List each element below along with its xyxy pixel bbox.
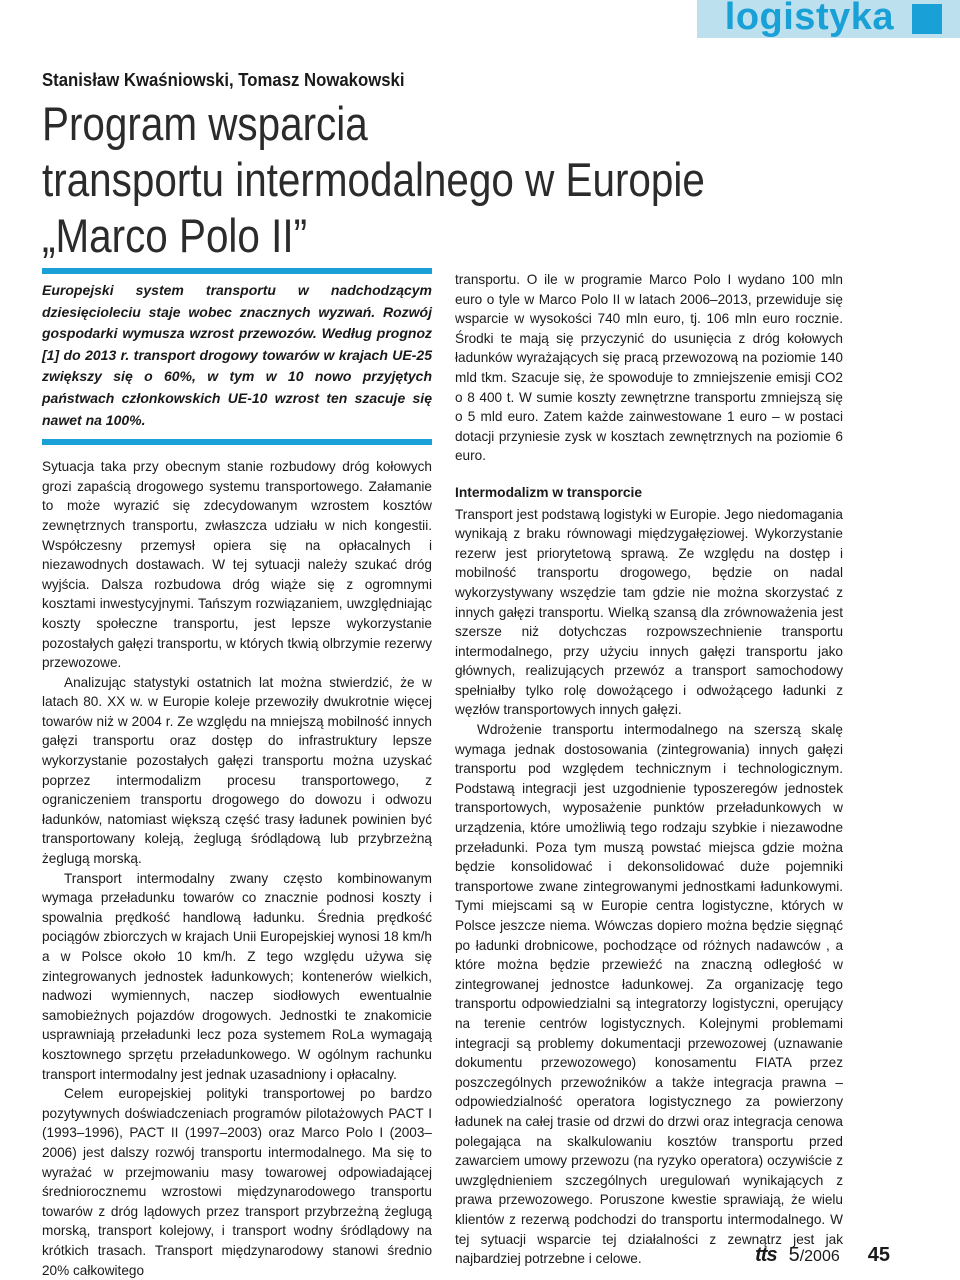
lead-bottom-bar <box>42 439 432 445</box>
section-label: logistyka <box>724 0 894 38</box>
page-footer <box>755 1244 890 1267</box>
lead-top-bar <box>42 268 432 274</box>
paragraph: Sytuacja taka przy obecnym stanie rozbudowy dróg kołowych grozi zapaścią drogowego systemu transportowego. Załamanie to może wyrazić się zdecydowanym wzrostem kosztów zewnętrznych transportu, zwłaszcza udziału w nich kongestii. Współczesny przemysł opiera się na opłacalnych i niezawodnych dostawach. W tej sytuacji należy szukać dróg wyjścia. Dalsza rozbudowa dróg wiąże się z ogromnymi kosztami inwestycyjnymi. Tańszym rozwiązaniem, uwzględniając koszty społeczne transportu, jest lepsze wykorzystanie pozostałych gałęzi transportu, w których tkwią olbrzymie rezerwy przewozowe. <box>42 459 432 671</box>
page-number: 45 <box>867 1244 890 1266</box>
paragraph: Transport jest podstawą logistyki w Europie. Jego niedomagania wynikają z braku równowagi międzygałęziowej. Wykorzystanie rezerw jest priorytetową sprawą. Ze względu na dostęp i mobilność transportu drogowego, będzie on nadal wykorzystywany wszędzie tam gdzie nie można skorzystać z innych gałęzi transportu. Wielką szansą dla zrównoważenia jest szersze niż dotychczas rozpowszechnienie transportu intermodalnego, przy użyciu innych gałęzi transportu jako głównych, realizujących przewóz a transport samochodowy spełniałby tylko rolę dowożącego i odwożącego ładunki z węzłów transportowych innych gałęzi. <box>455 506 843 718</box>
left-column <box>42 268 432 1280</box>
article-authors: Stanisław Kwaśniowski, Tomasz Nowakowski <box>42 70 405 90</box>
paragraph: Transport intermodalny zwany często kombinowanym wymaga przeładunku towarów co znacznie podnosi koszty i spowalnia prędkość handlową ładunku. Średnia prędkość pociągów zbiorczych w krajach Unii Europejskiej wynosi 18 km/h a w Polsce około 10 km/h. Z tego względu używa się zintegrowanych jednostek ładunkowych; kontenerów wielkich, nadwozi wymiennych, naczep siodłowych ewentualnie samobieżnych pojazdów drogowych. Jednostki te znakomicie usprawniają przeładunki lecz poza systemem RoLa wymagają kosztownego sprzętu przeładunkowego. W ogólnym rachunku transport intermodalny jest jednak uzasadniony i opłacalny. <box>42 870 432 1082</box>
section-tab <box>697 0 960 38</box>
article-title <box>42 96 842 264</box>
issue-year: /2006 <box>799 1248 840 1265</box>
paragraph: Celem europejskiej polityki transportowej po bardzo pozytywnych doświadczeniach programów pilotażowych PACT I (1993–1996), PACT II (1997–2003) oraz Marco Polo I (2003–2006) jest dalszy rozwój transportu intermodalnego. Ma się to wyrażać w przejmowaniu masy towarowej odpowiadającej średniorocznemu wzrostowi międzynarodowego transportu towarów z dróg lądowych przez transport przybrzeżną żeglugą morską, transport kolejowy, i transport wodny śródlądowy na krótkich trasach. Transport międzynarodowy stanowi średnio 20% całkowitego <box>42 1086 432 1278</box>
issue-number: 5 <box>788 1244 800 1266</box>
issue-info <box>789 1244 840 1267</box>
paragraph: Wdrożenie transportu intermodalnego na szerszą skalę wymaga jednak dostosowania (zintegrowania) innych gałęzi transportu pod względem technicznym i technologicznym. Podstawą integracji jest uzgodnienie typoszeregów jednostek transportowych, wyposażenie punktów przeładunkowych w urządzenia, które umożliwią tego rodzaju szybkie i niezawodne przeładunki. Poza tym muszą powstać miejsca gdzie można będzie konsolidować i dekonsolidować duże pojemniki transportowe zwane zintegrowanymi jednostkami ładunkowymi. Tymi miejscami są w Europie centra logistyczne, których w Polsce jeszcze niema. Wówczas dopiero można będzie sięgnąć po ładunki drobnicowe, pochodzące od różnych nadawców , a które można będzie przewieźć na znaczną odległość w zintegrowanej jednostce ładunkowej. Za organizację tego transportu odpowiedzialni są integratorzy logistyczni, operujący na terenie centrów logistycznych. Kolejnymi problemami integracji są problemy dokumentacji przewozowej (uznawanie dokumentu przewozowego) konosamentu FIATA przez poszczególnych przewoźników a także integracja prawna – odpowiedzialność operatora logistycznego za powierzony ładunek na całej trasie od drzwi do drzwi oraz integracja cenowa polegająca na skalkulowaniu kosztów transportu przed zawarciem umowy przewozu (na ryzyko operatora) oczywiście z uwzględnieniem szczególnych uregulowań wynikających z prawa przewozowego. Poruszone kwestie sprawiają, że wielu klientów z rezerwą podchodzi do transportu intermodalnego. W tej sytuacji wsparcie tej działalności z zewnątrz jest jak najbardziej potrzebne i celowe. <box>455 722 843 1267</box>
paragraph: transportu. O ile w programie Marco Polo I wydano 100 mln euro o tyle w Marco Polo II w latach 2006–2013, przewiduje się wsparcie w wysokości 740 mln euro, tj. 106 mln euro rocznie. Środki te mają się przyczynić do usunięcia z dróg kołowych ładunków wyrażających się pracą przewozową na poziomie 140 mld tkm. Szacuje się, że spowoduje to zmniejszenie emisji CO2 o 8 400 t. W sumie koszty zewnętrzne transportu zmniejszą się o 5 mld euro. Zatem każde zainwestowane 1 euro – w postaci dotacji przyniesie zysk w kosztach zewnętrznych na poziomie 6 euro. <box>455 272 843 464</box>
section-corner-block <box>912 4 942 34</box>
title-line: „Marco Polo II” <box>42 209 308 262</box>
section-heading: Intermodalizm w transporcie <box>455 484 643 500</box>
title-line: Program wsparcia <box>42 97 368 150</box>
article-lead: Europejski system transportu w nadchodzącym dziesięcioleciu staje wobec znacznych wyzwań. Rozwój gospodarki wymusza wzrost przewozów. Według prognoz [1] do 2013 r. transport drogowy towarów w krajach UE-25 zwiększy się o 60%, w tym w 10 nowo przyjętych państwach członkowskich UE-10 wzrost ten szacuje się nawet na 100%. <box>42 282 432 428</box>
paragraph: Analizując statystyki ostatnich lat można stwierdzić, że w latach 80. XX w. w Europie koleje przewoziły dwukrotnie więcej towarów niż w 2004 r. Ze względu na mniejszą mobilność innych gałęzi transportu oraz dostęp do infrastruktury lepsze wykorzystanie pozostałych gałęzi transportu można uzyskać poprzez intermodalizm procesu transportowego, z ograniczeniem transportu drogowego do dowozu i odwozu ładunków, natomiast większą część trasy ładunek powinien być transportowany koleją, żeglugą śródlądową lub przybrzeżną żeglugą morską. <box>42 674 432 867</box>
magazine-logo: tts <box>755 1244 777 1266</box>
right-column <box>455 270 843 1269</box>
title-line: transportu intermodalnego w Europie <box>42 153 705 206</box>
